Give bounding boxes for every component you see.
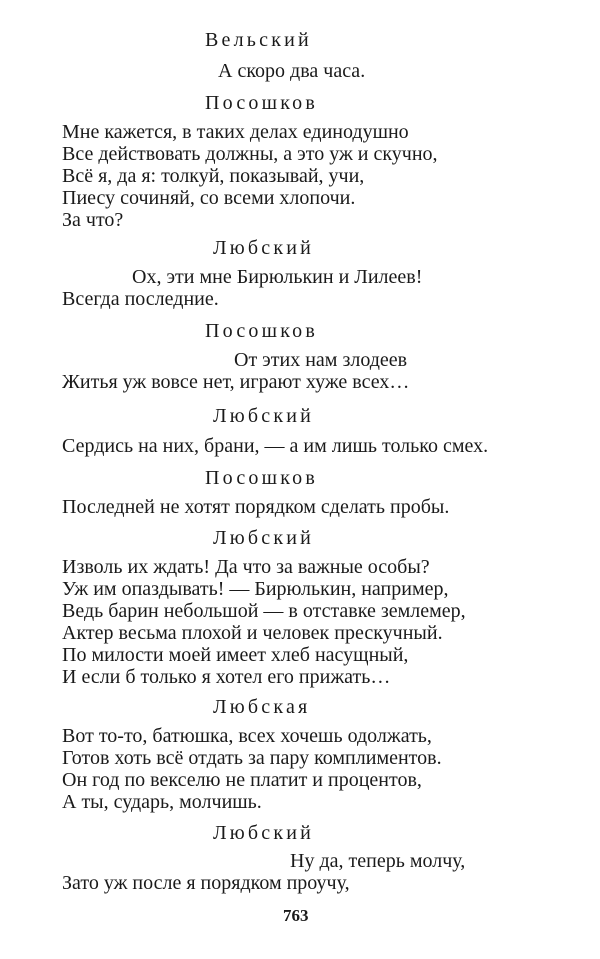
- verse-line: Житья уж вовсе нет, играют хуже всех…: [62, 371, 410, 393]
- verse-line: За что?: [62, 209, 124, 231]
- verse-line: И если б только я хотел его прижать…: [62, 666, 391, 688]
- verse-line: Зато уж после я порядком проучу,: [62, 872, 350, 894]
- verse-line: Готов хоть всё отдать за пару комплиментов.: [62, 747, 442, 769]
- speaker-name: Посошков: [205, 92, 318, 114]
- verse-line: Изволь их ждать! Да что за важные особы?: [62, 556, 430, 578]
- speaker-name: Любский: [213, 822, 315, 844]
- speaker-name: Любская: [213, 696, 311, 718]
- verse-line: Сердись на них, брани, — а им лишь только смех.: [62, 435, 489, 457]
- speaker-name: Любский: [213, 405, 315, 427]
- verse-line: Ох, эти мне Бирюлькин и Лилеев!: [132, 266, 423, 288]
- verse-line: По милости моей имеет хлеб насущный,: [62, 644, 409, 666]
- verse-line: Всё я, да я: толкуй, показывай, учи,: [62, 165, 365, 187]
- verse-line: Ну да, теперь молчу,: [290, 850, 466, 872]
- page-number: 763: [283, 906, 309, 925]
- speaker-name: Посошков: [205, 467, 318, 489]
- verse-line: Пиесу сочиняй, со всеми хлопочи.: [62, 187, 356, 209]
- verse-line: От этих нам злодеев: [234, 349, 408, 371]
- verse-line: Последней не хотят порядком сделать пробы.: [62, 496, 450, 518]
- verse-line: Ведь барин небольшой — в отставке землемер,: [62, 600, 466, 622]
- verse-line: Всегда последние.: [62, 288, 219, 310]
- verse-line: Актер весьма плохой и человек прескучный.: [62, 622, 443, 644]
- speaker-name: Любский: [213, 237, 315, 259]
- verse-line: А ты, сударь, молчишь.: [62, 791, 262, 813]
- verse-line: Уж им опаздывать! — Бирюлькин, например,: [62, 578, 449, 600]
- speaker-name: Любский: [213, 527, 315, 549]
- speaker-name: Посошков: [205, 320, 318, 342]
- verse-line: Он год по векселю не платит и процентов,: [62, 769, 422, 791]
- speaker-name: Вельский: [205, 29, 312, 51]
- verse-line: Все действовать должны, а это уж и скучно,: [62, 143, 438, 165]
- verse-line: А скоро два часа.: [218, 60, 366, 82]
- verse-line: Мне кажется, в таких делах единодушно: [62, 121, 409, 143]
- verse-line: Вот то-то, батюшка, всех хочешь одолжать,: [62, 725, 432, 747]
